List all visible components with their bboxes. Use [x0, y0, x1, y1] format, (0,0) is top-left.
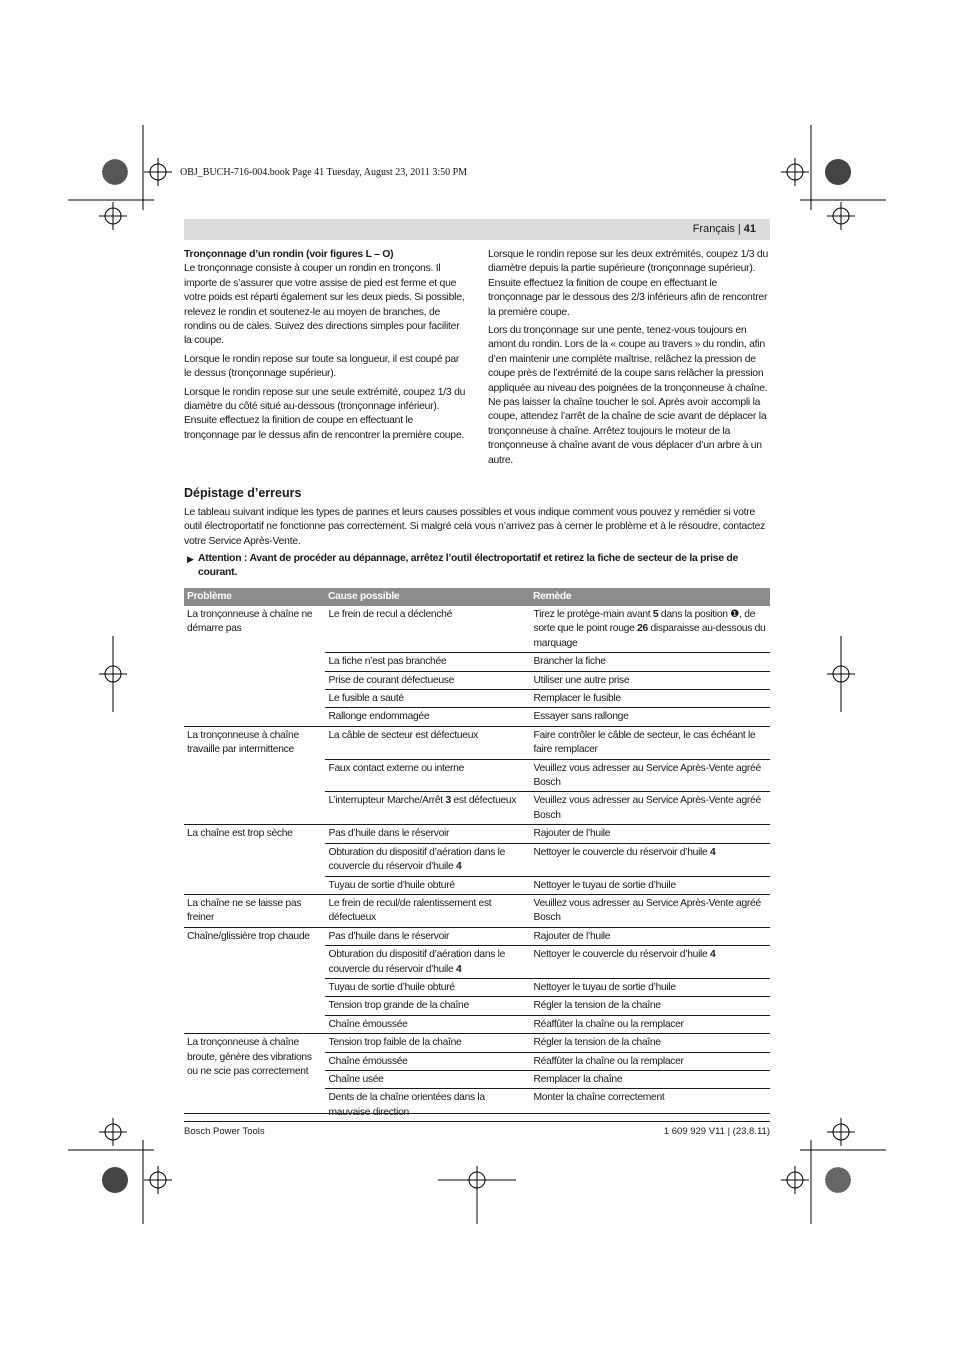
problem-cell: Chaîne/glissière trop chaude: [184, 927, 325, 1033]
remedy-cell: Remplacer le fusible: [530, 690, 770, 708]
cause-cell: Chaîne usée: [325, 1070, 530, 1088]
paragraph: Lorsque le rondin repose sur toute sa longueur, il est coupé par le dessus (tronçonnage supérieur).: [184, 353, 460, 380]
cause-cell: La fiche n’est pas branchée: [325, 653, 530, 671]
problem-cell: La chaîne est trop sèche: [184, 825, 325, 895]
cause-cell: Pas d’huile dans le réservoir: [325, 825, 530, 843]
print-info-line: OBJ_BUCH-716-004.book Page 41 Tuesday, August 23, 2011 3:50 PM: [180, 167, 468, 178]
troubleshooting-table: [184, 588, 770, 1122]
page-header: [184, 219, 770, 240]
remedy-cell: Régler la tension de la chaîne: [530, 1034, 770, 1052]
cause-cell: Prise de courant défectueuse: [325, 671, 530, 689]
cause-cell: La câble de secteur est défectueux: [325, 726, 530, 759]
problem-cell: La tronçonneuse à chaîne broute, génère des vibrations ou ne scie pas correctement: [184, 1034, 325, 1122]
column-header-problem: Problème: [184, 588, 325, 606]
remedy-cell: Monter la chaîne correctement: [530, 1089, 770, 1122]
left-column: [184, 248, 467, 447]
paragraph: Lors du tronçonnage sur une pente, tenez-vous toujours en amont du rondin. Lors de la « coupe au travers » du rondin, afin d’en maintenir une complète maîtrise, relâchez la pression de coupe près de l’extrémité de la coupe sans relâcher la pression appliquée au niveau des poignées de la tronçonneuse à chaîne. Ne pas laisser la chaîne toucher le sol. Après avoir accompli la coupe, attendez l’arrêt de la chaîne de scie avant de déplacer la tronçonneuse à chaîne. Arrêtez toujours le moteur de la tronçonneuse à chaîne avant de vous déplacer d’un arbre à un autre.: [488, 325, 768, 466]
cause-cell: Rallonge endommagée: [325, 708, 530, 726]
cause-cell: L’interrupteur Marche/Arrêt 3 est défectueux: [325, 792, 530, 825]
remedy-cell: Nettoyer le tuyau de sortie d’huile: [530, 978, 770, 996]
remedy-cell: Réaffûter la chaîne ou la remplacer: [530, 1052, 770, 1070]
remedy-cell: Veuillez vous adresser au Service Après-Vente agréé Bosch: [530, 894, 770, 927]
cause-cell: Tuyau de sortie d’huile obturé: [325, 978, 530, 996]
remedy-cell: Brancher la fiche: [530, 653, 770, 671]
remedy-cell: Veuillez vous adresser au Service Après-Vente agréé Bosch: [530, 792, 770, 825]
troubleshooting-title: Dépistage d’erreurs: [184, 486, 302, 500]
header-text: Français | 41: [692, 223, 756, 235]
cause-cell: Tuyau de sortie d’huile obturé: [325, 876, 530, 894]
remedy-cell: Faire contrôler le câble de secteur, le cas échéant le faire remplacer: [530, 726, 770, 759]
header-language: Français: [692, 223, 735, 235]
table-row: [184, 606, 770, 653]
footer-brand: Bosch Power Tools: [184, 1126, 265, 1137]
table-body: [184, 606, 770, 1122]
table-header-row: [184, 588, 770, 606]
remedy-cell: Rajouter de l’huile: [530, 825, 770, 843]
cause-cell: Tension trop grande de la chaîne: [325, 997, 530, 1015]
problem-cell: La tronçonneuse à chaîne travaille par intermittence: [184, 726, 325, 824]
warning-text: Attention : Avant de procéder au dépannage, arrêtez l’outil électroportatif et retirez la fiche de secteur de la prise de courant.: [198, 553, 739, 579]
cause-cell: Le frein de recul/de ralentissement est défectueux: [325, 894, 530, 927]
section-heading-bucking: Tronçonnage d’un rondin (voir figures L – O): [184, 249, 394, 260]
remedy-cell: Remplacer la chaîne: [530, 1070, 770, 1088]
footer-rule: [184, 1113, 770, 1114]
footer-docnumber: 1 609 929 V11 | (23.8.11): [663, 1126, 770, 1137]
remedy-cell: Tirez le protège-main avant 5 dans la position ❶, de sorte que le point rouge 26 disparaisse au-dessous du marquage: [530, 606, 770, 653]
problem-cell: La chaîne ne se laisse pas freiner: [184, 894, 325, 927]
paragraph: Lorsque le rondin repose sur une seule extrémité, coupez 1/3 du diamètre du côté situé au-dessous (tronçonnage inférieur). Ensuite effectuez la finition de coupe en effectuant le tronçonnage par le dessus afin de rencontrer la première coupe.: [184, 386, 466, 441]
right-column: [488, 248, 771, 472]
cause-cell: Le frein de recul a déclenché: [325, 606, 530, 653]
cause-cell: Tension trop faible de la chaîne: [325, 1034, 530, 1052]
remedy-cell: Veuillez vous adresser au Service Après-Vente agréé Bosch: [530, 759, 770, 792]
remedy-cell: Nettoyer le couvercle du réservoir d’huile 4: [530, 946, 770, 979]
warning-note: [184, 552, 774, 581]
table-row: [184, 1034, 770, 1052]
remedy-cell: Réaffûter la chaîne ou la remplacer: [530, 1015, 770, 1033]
remedy-cell: Régler la tension de la chaîne: [530, 997, 770, 1015]
cause-cell: Pas d’huile dans le réservoir: [325, 927, 530, 945]
page-number: 41: [743, 223, 756, 235]
paragraph: Le tronçonnage consiste à couper un rondin en tronçons. Il importe de s’assurer que votre assise de pied est ferme et que votre poids est réparti également sur les deux pieds. Si possible, relevez le rondin et soutenez-le au moyen de branches, de rondins ou de cales. Suivez des directions simples pour faciliter la coupe.: [184, 263, 465, 347]
cause-cell: Chaîne émoussée: [325, 1015, 530, 1033]
troubleshooting-intro: Le tableau suivant indique les types de pannes et leurs causes possibles et vous indique comment vous pouvez y remédier si votre outil électroportatif ne fonctionne pas correctement. Si malgré cela vous n’arrivez pas à cerner le problème et à le résoudre, contactez votre Service Après-Vente.: [184, 507, 766, 547]
column-header-cause: Cause possible: [325, 588, 530, 606]
remedy-cell: Nettoyer le tuyau de sortie d’huile: [530, 876, 770, 894]
remedy-cell: Essayer sans rallonge: [530, 708, 770, 726]
bullet-triangle-icon: ▶: [187, 554, 194, 564]
table-row: [184, 894, 770, 927]
table-row: [184, 927, 770, 945]
cause-cell: Obturation du dispositif d’aération dans le couvercle du réservoir d’huile 4: [325, 946, 530, 979]
problem-cell: La tronçonneuse à chaîne ne démarre pas: [184, 606, 325, 726]
table-row: [184, 825, 770, 843]
cause-cell: Le fusible a sauté: [325, 690, 530, 708]
table-row: [184, 726, 770, 759]
paragraph: Lorsque le rondin repose sur les deux extrémités, coupez 1/3 du diamètre depuis la partie supérieure (tronçonnage supérieur). Ensuite effectuez la finition de coupe en effectuant le tronçonnage par le dessous des 2/3 inférieurs afin de rencontrer la première coupe.: [488, 249, 768, 318]
remedy-cell: Utiliser une autre prise: [530, 671, 770, 689]
remedy-cell: Nettoyer le couvercle du réservoir d’huile 4: [530, 843, 770, 876]
cause-cell: Obturation du dispositif d’aération dans le couvercle du réservoir d’huile 4: [325, 843, 530, 876]
cause-cell: Chaîne émoussée: [325, 1052, 530, 1070]
column-header-remedy: Remède: [530, 588, 770, 606]
cause-cell: Dents de la chaîne orientées dans la: [325, 1089, 530, 1122]
remedy-cell: Rajouter de l’huile: [530, 927, 770, 945]
cause-cell: Faux contact externe ou interne: [325, 759, 530, 792]
